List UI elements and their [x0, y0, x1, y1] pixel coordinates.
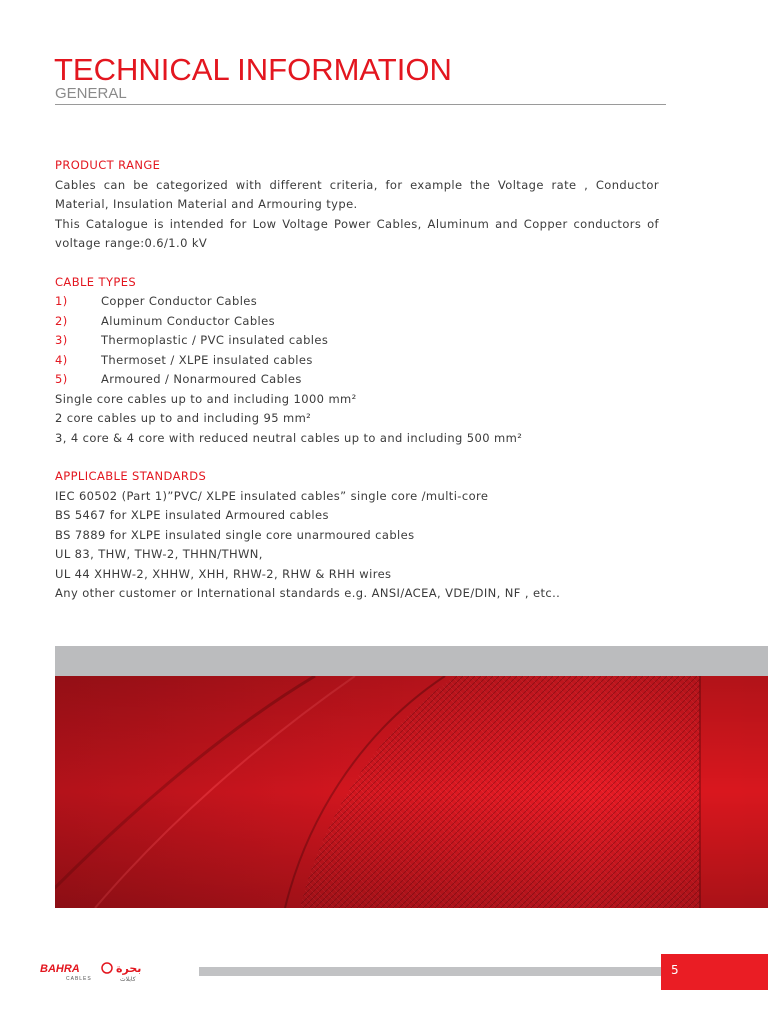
- list-text: Thermoplastic / PVC insulated cables: [101, 333, 329, 347]
- svg-text:كابلات: كابلات: [120, 976, 136, 983]
- list-text: Copper Conductor Cables: [101, 294, 258, 308]
- list-number: 2): [55, 313, 68, 328]
- list-number: 4): [55, 352, 68, 367]
- cable-size-note: 3, 4 core & 4 core with reduced neutral cables up to and including 500 mm²: [55, 430, 523, 445]
- standard-line: IEC 60502 (Part 1)”PVC/ XLPE insulated cables” single core /multi-core: [55, 488, 489, 503]
- standard-line: BS 5467 for XLPE insulated Armoured cables: [55, 508, 329, 522]
- bahra-cables-logo: [40, 958, 190, 984]
- cable-size-note: Single core cables up to and including 1000 mm²: [55, 391, 357, 406]
- list-item: [55, 351, 659, 371]
- page-subtitle: GENERAL: [55, 85, 127, 102]
- list-text: Armoured / Nonarmoured Cables: [101, 372, 302, 386]
- page-number: 5: [671, 963, 679, 977]
- standards-heading: APPLICABLE STANDARDS: [55, 469, 207, 483]
- product-range-paragraph: This Catalogue is intended for Low Voltage Power Cables, Aluminum and Copper conductors of voltage range:0.6/1.0 kV: [55, 216, 659, 250]
- standard-line: UL 44 XHHW-2, XHHW, XHH, RHW-2, RHW & RHH wires: [55, 566, 392, 581]
- product-range-heading: PRODUCT RANGE: [55, 158, 161, 172]
- standard-line: BS 7889 for XLPE insulated single core unarmoured cables: [55, 527, 415, 542]
- svg-text:بحرة: بحرة: [116, 962, 142, 975]
- cable-size-note: 2 core cables up to and including 95 mm²: [55, 411, 312, 425]
- product-range-paragraph: Cables can be categorized with different criteria, for example the Voltage rate , Conductor Material, Insulation Material and Armouring type.: [55, 177, 659, 211]
- list-item: [55, 312, 659, 332]
- list-number: 5): [55, 372, 68, 386]
- list-text: Aluminum Conductor Cables: [101, 313, 276, 328]
- cable-types-heading: CABLE TYPES: [55, 274, 137, 289]
- standard-line: UL 83, THW, THW-2, THHN/THWN,: [55, 547, 263, 561]
- standard-line: Any other customer or International standards e.g. ANSI/ACEA, VDE/DIN, NF , etc..: [55, 586, 561, 600]
- product-range-section: [55, 156, 659, 254]
- page-title: TECHNICAL INFORMATION: [54, 52, 452, 87]
- title-divider: [55, 104, 666, 105]
- list-item: [55, 292, 659, 312]
- svg-text:CABLES: CABLES: [66, 976, 92, 982]
- list-text: Thermoset / XLPE insulated cables: [101, 352, 313, 367]
- svg-text:BAHRA: BAHRA: [40, 963, 80, 975]
- page-number-box: [661, 954, 768, 990]
- list-item: [55, 370, 659, 390]
- cable-types-section: [55, 273, 659, 449]
- list-item: [55, 331, 659, 351]
- main-content: [55, 156, 659, 604]
- image-header-bar: [55, 646, 768, 676]
- cable-reel-photo: [55, 676, 768, 908]
- footer-divider-bar: [199, 967, 661, 976]
- standards-section: [55, 467, 659, 604]
- list-number: 1): [55, 294, 68, 308]
- list-number: 3): [55, 333, 68, 347]
